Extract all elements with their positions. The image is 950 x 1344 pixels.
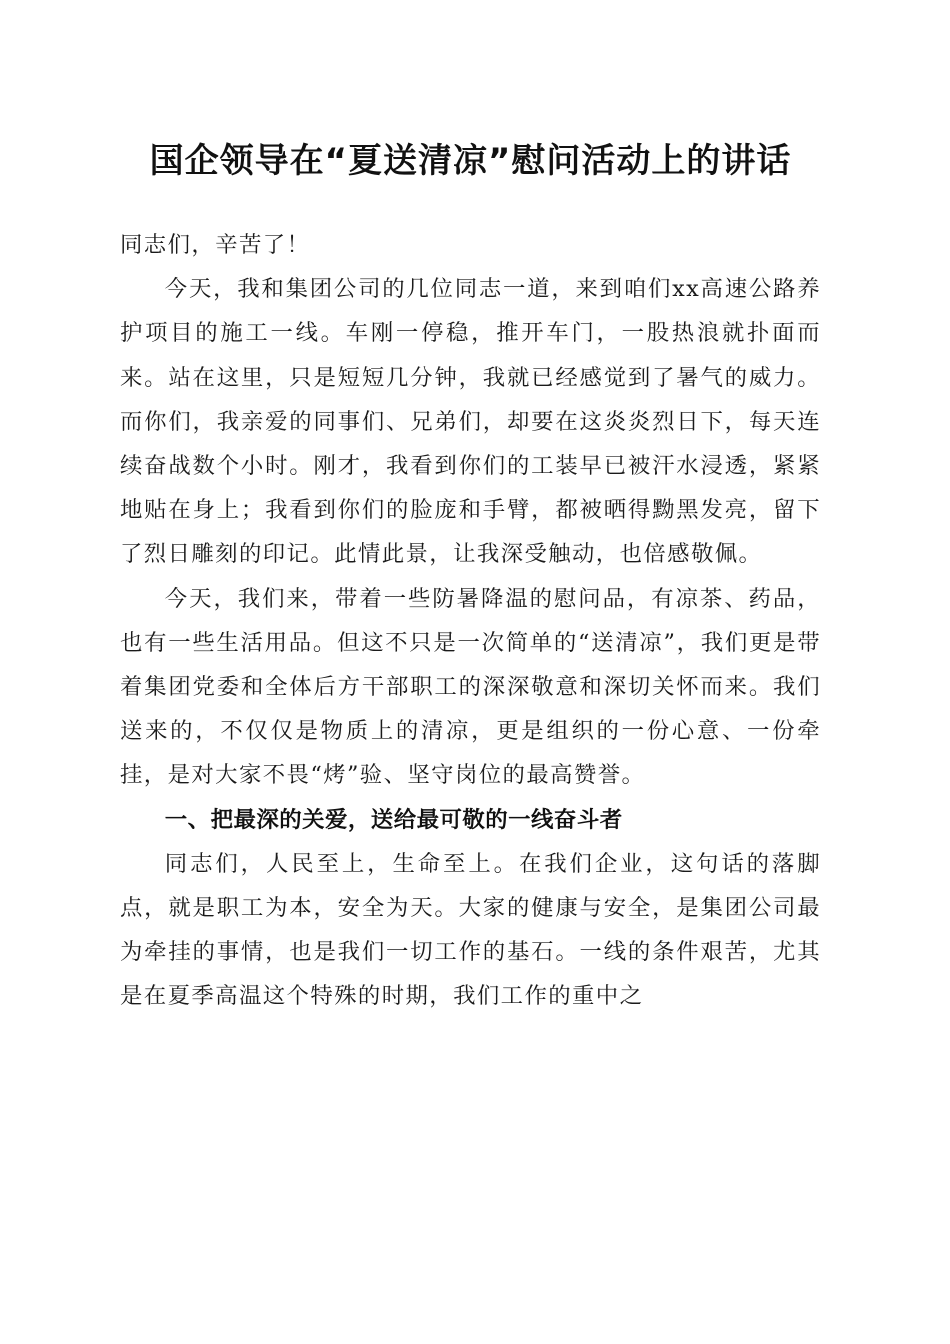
- body-paragraph-1: 今天，我和集团公司的几位同志一道，来到咱们xx高速公路养护项目的施工一线。车刚一停稳，推开车门，一股热浪就扑面而来。站在这里，只是短短几分钟，我就已经感觉到了暑气的威力。而你们，我亲爱的同事们、兄弟们，却要在这炎炎烈日下，每天连续奋战数个小时。刚才，我看到你们的工装早已被汗水浸透，紧紧地贴在身上；我看到你们的脸庞和手臂，都被晒得黝黑发亮，留下了烈日雕刻的印记。此情此景，让我深受触动，也倍感敬佩。: [120, 276, 821, 568]
- salutation: 同志们，辛苦了！: [120, 232, 311, 258]
- body-paragraph-2: 今天，我们来，带着一些防暑降温的慰问品，有凉茶、药品，也有一些生活用品。但这不只是一次简单的“送清凉”，我们更是带着集团党委和全体后方干部职工的深深敬意和深切关怀而来。我们送来的，不仅仅是物质上的清凉，更是组织的一份心意、一份牵挂，是对大家不畏“烤”验、坚守岗位的最高赞誉。: [120, 585, 821, 789]
- section-heading-1: 一、把最深的关爱，送给最可敬的一线奋斗者: [164, 806, 623, 833]
- section-1-paragraph: 同志们，人民至上，生命至上。在我们企业，这句话的落脚点，就是职工为本，安全为天。大家的健康与安全，是集团公司最为牵挂的事情，也是我们一切工作的基石。一线的条件艰苦，尤其是在夏季高温这个特殊的时期，我们工作的重中之: [120, 850, 821, 1010]
- document-title: 国企领导在“夏送清凉”慰问活动上的讲话: [149, 141, 792, 181]
